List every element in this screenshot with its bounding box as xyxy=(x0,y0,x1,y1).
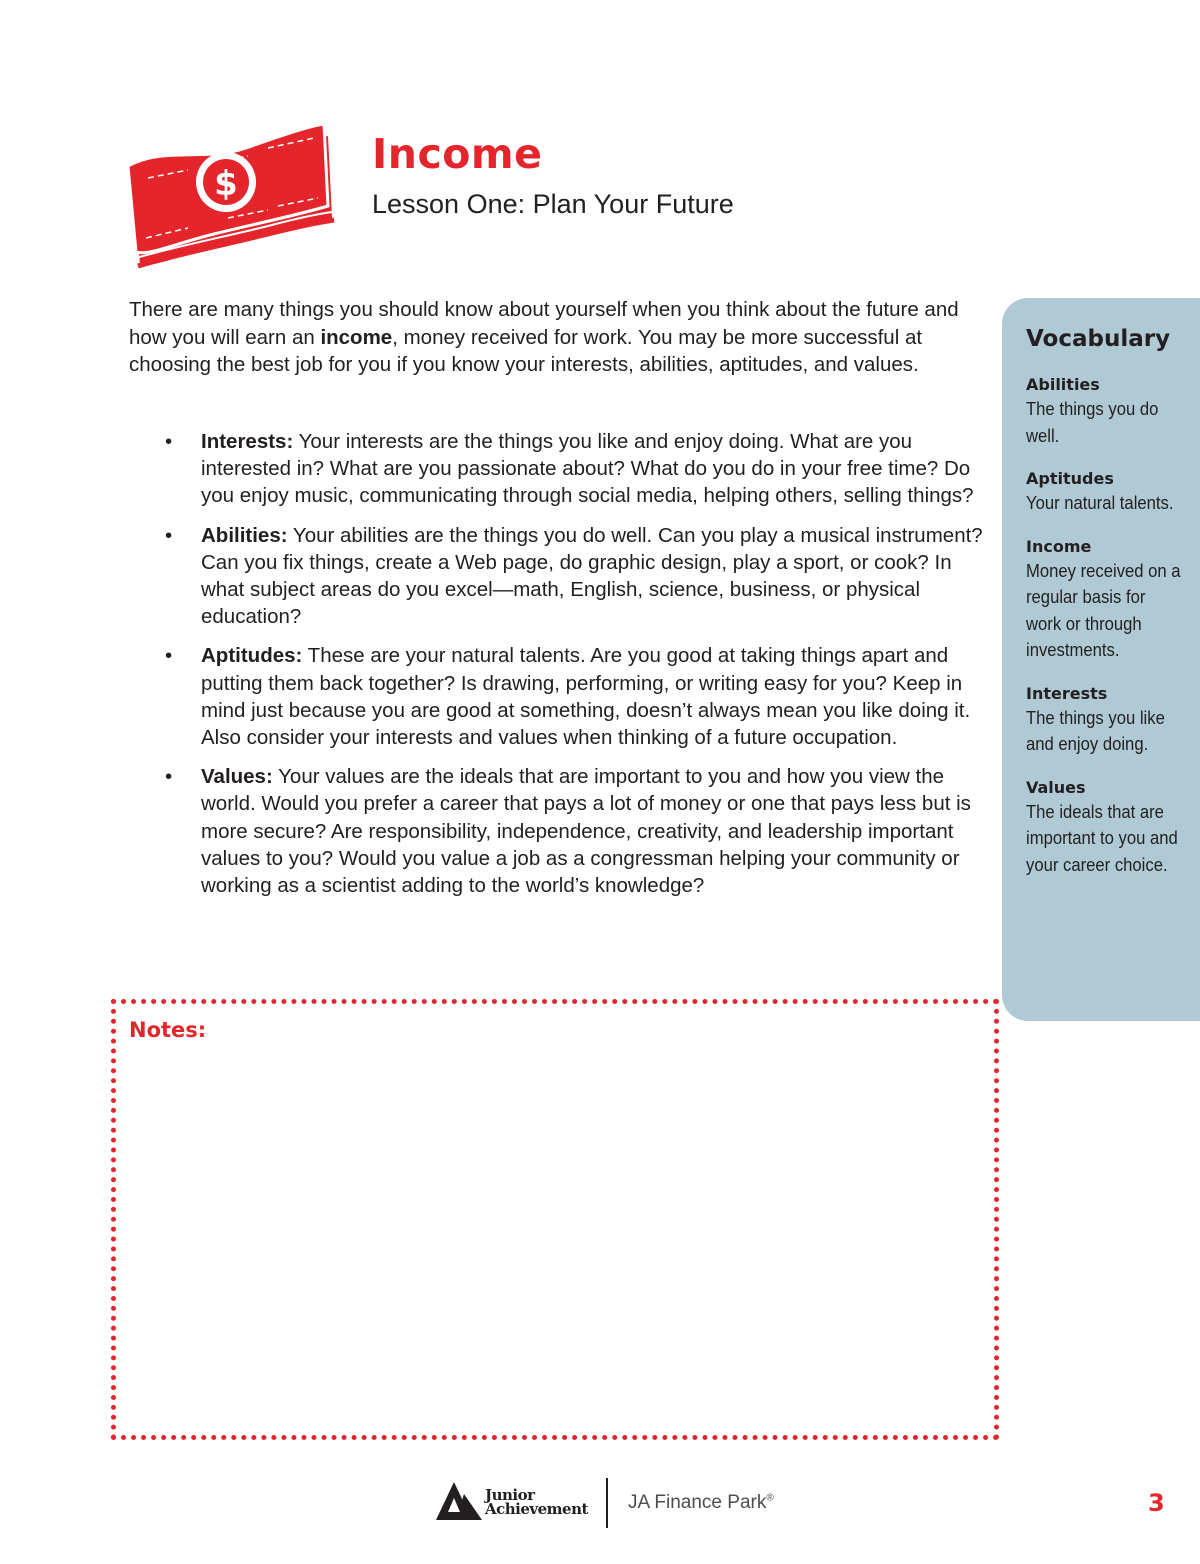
bullet-term: Values: xyxy=(201,765,273,789)
intro-text-before: There are many things you should know about yourself when you think about the future and how you will earn an xyxy=(129,298,959,349)
bullet-text: Your values are the ideals that are important to you and how you view the world. Would you prefer a career that pays a lot of money or one that pays less but is more secure? Are responsibility, independence, creativity, and leadership important values to you? Would you value a job as a congressman helping your community or working as a scientist adding to the world’s knowledge? xyxy=(201,765,971,898)
footer-divider xyxy=(606,1478,608,1528)
bullet-text: Your interests are the things you like and enjoy doing. What are you interested in? What are you passionate about? What do you do in your free time? Do you enjoy music, communicating through social media, helping others, selling things? xyxy=(201,430,974,508)
lesson-subtitle: Lesson One: Plan Your Future xyxy=(372,189,734,219)
vocab-definition: The ideals that are important to you and your career choice. xyxy=(1026,800,1178,875)
bullet-term: Aptitudes: xyxy=(201,644,303,668)
bullet-list xyxy=(160,428,990,911)
page-title: Income xyxy=(372,130,543,178)
vocab-definition: The things you like and enjoy doing. xyxy=(1026,706,1165,754)
bullet-item-abilities xyxy=(160,522,990,631)
vocab-term: Abilities xyxy=(1026,375,1100,394)
bullet-dot-icon: • xyxy=(165,523,173,547)
footer-brand xyxy=(628,1492,774,1514)
vocab-term: Aptitudes xyxy=(1026,469,1114,488)
bullet-text: These are your natural talents. Are you good at taking things apart and putting them back together? Is drawing, performing, or writing easy for you? Keep in mind just because you are good at something, doesn’t always mean you like doing it. Also consider your interests and values when thinking of a future occupation. xyxy=(201,644,971,750)
vocabulary-list xyxy=(1026,374,1191,897)
bullet-item-values xyxy=(160,763,990,899)
vocab-definition: The things you do well. xyxy=(1026,398,1159,446)
vocabulary-sidebar xyxy=(1002,298,1200,1021)
bullet-text: Your abilities are the things you do well. Can you play a musical instrument? Can you fix things, create a Web page, do graphic design, play a sport, or cook? In what subject areas do you excel—math, English, science, business, or physical education? xyxy=(201,523,983,629)
registered-mark: ® xyxy=(766,1492,774,1504)
money-icon xyxy=(118,118,340,276)
logo-text-line2: Achievement xyxy=(485,1500,588,1518)
notes-label: Notes: xyxy=(129,1018,207,1042)
bullet-term: Abilities: xyxy=(201,523,288,547)
bullet-item-aptitudes xyxy=(160,642,990,751)
logo-text-line1: Junior xyxy=(485,1486,535,1504)
vocab-definition: Your natural talents. xyxy=(1026,492,1174,513)
intro-paragraph xyxy=(129,296,989,379)
vocab-term: Interests xyxy=(1026,683,1108,703)
svg-text:$: $ xyxy=(214,164,238,204)
intro-text-after: , money received for work. You may be more successful at choosing the best job for you if you know your interests, abilities, aptitudes, and values. xyxy=(129,325,923,376)
page-number: 3 xyxy=(1148,1489,1165,1517)
bullet-dot-icon: • xyxy=(165,765,173,789)
junior-achievement-logo xyxy=(434,1478,594,1528)
bullet-dot-icon: • xyxy=(165,644,173,668)
vocab-definition: Money received on a regular basis for work or through investments. xyxy=(1026,559,1181,660)
footer-brand-text: JA Finance Park xyxy=(628,1492,767,1513)
intro-bold-term: income xyxy=(320,325,393,349)
bullet-dot-icon: • xyxy=(165,430,173,453)
junior-achievement-logo-icon xyxy=(434,1480,484,1526)
notes-box[interactable] xyxy=(111,999,999,1440)
bullet-item-interests xyxy=(160,428,990,510)
bullet-term: Interests: xyxy=(201,430,294,453)
vocab-term: Income xyxy=(1026,536,1092,556)
vocabulary-heading: Vocabulary xyxy=(1026,326,1171,352)
vocab-term: Values xyxy=(1026,777,1086,797)
